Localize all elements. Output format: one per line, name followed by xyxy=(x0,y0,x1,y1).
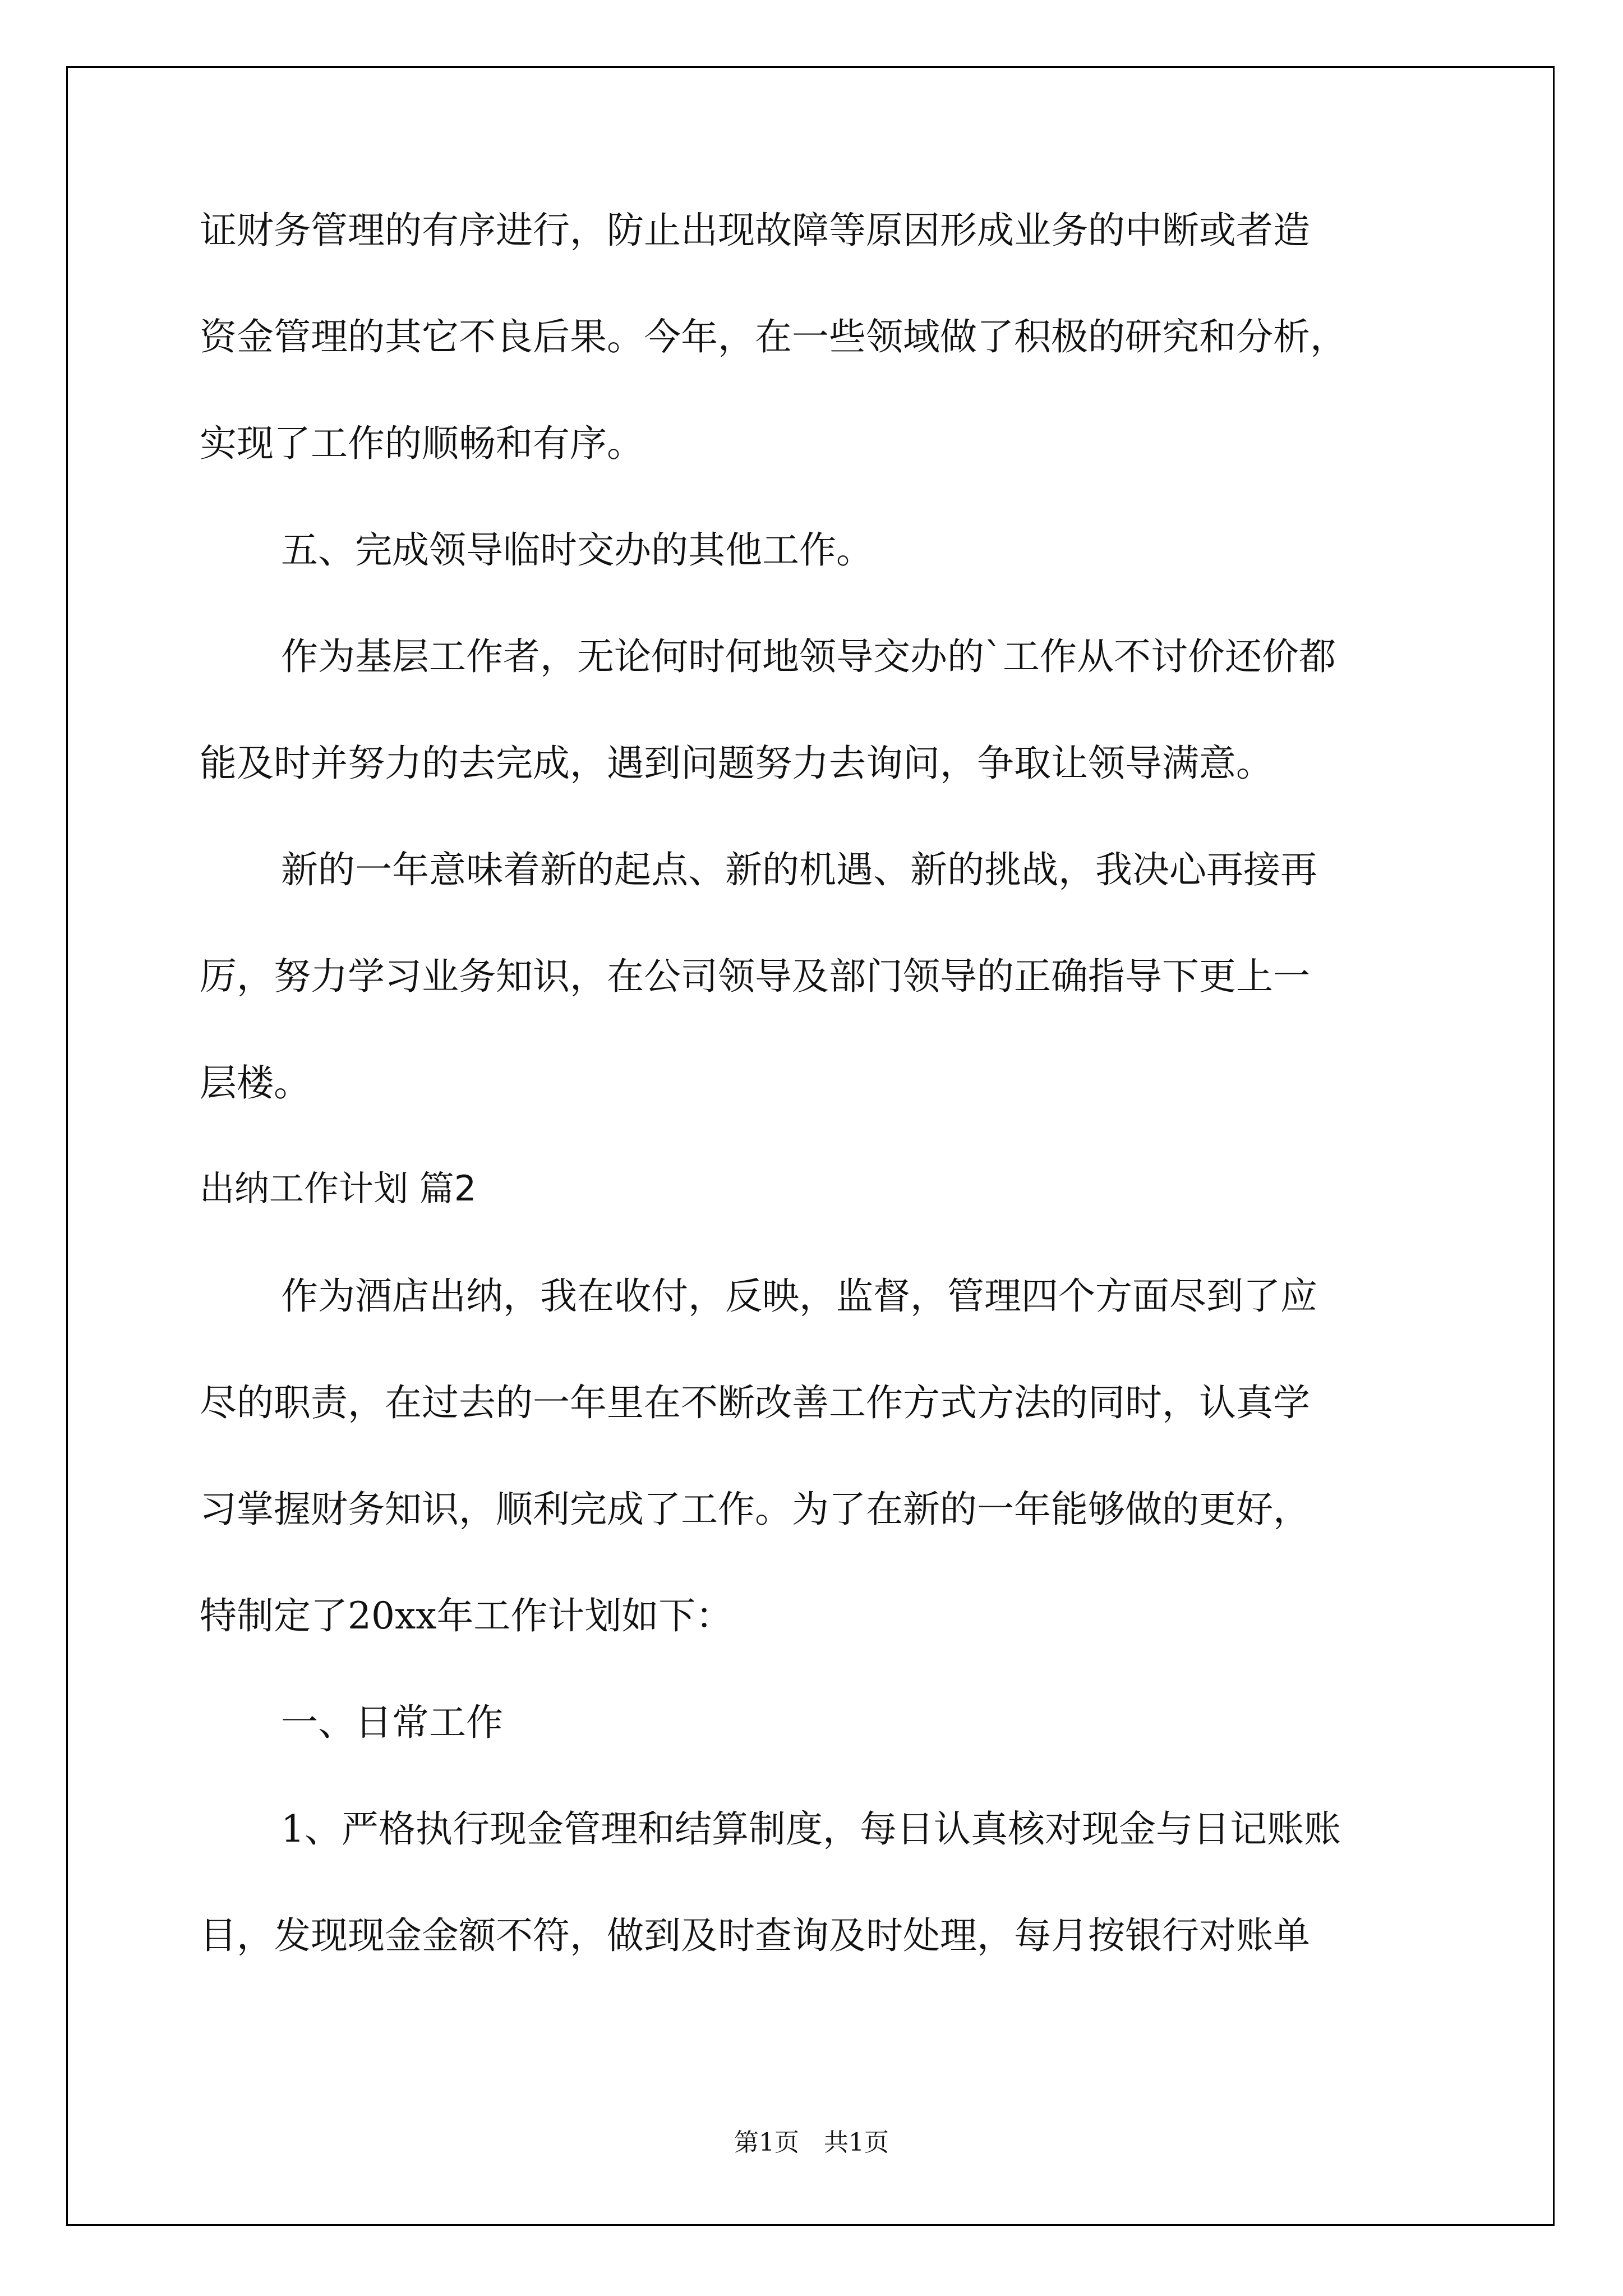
body-line: 证财务管理的有序进行，防止出现故障等原因形成业务的中断或者造 xyxy=(200,209,1310,252)
page-frame xyxy=(66,66,1555,2226)
page-footer: 第1页 共1页 xyxy=(734,2128,889,2157)
body-line: 厉，努力学习业务知识，在公司领导及部门领导的正确指导下更上一 xyxy=(200,955,1310,998)
body-line: 层楼。 xyxy=(200,1061,311,1105)
body-line: 特制定了20xx年工作计划如下： xyxy=(200,1594,733,1637)
body-line: 尽的职责，在过去的一年里在不断改善工作方式方法的同时，认真学 xyxy=(200,1381,1310,1424)
section-heading: 五、完成领导临时交办的其他工作。 xyxy=(281,528,873,572)
body-line: 资金管理的其它不良后果。今年，在一些领域做了积极的研究和分析， xyxy=(200,315,1347,358)
body-line: 目，发现现金金额不符，做到及时查询及时处理，每月按银行对账单 xyxy=(200,1914,1310,1957)
body-line: 能及时并努力的去完成，遇到问题努力去询问，争取让领导满意。 xyxy=(200,742,1273,785)
body-line: 作为基层工作者，无论何时何地领导交办的`工作从不讨价还价都 xyxy=(281,635,1336,678)
body-line: 新的一年意味着新的起点、新的机遇、新的挑战，我决心再接再 xyxy=(281,848,1317,891)
body-line: 作为酒店出纳，我在收付，反映，监督，管理四个方面尽到了应 xyxy=(281,1274,1317,1318)
body-line: 实现了工作的顺畅和有序。 xyxy=(200,422,644,465)
body-line: 习掌握财务知识，顺利完成了工作。为了在新的一年能够做的更好， xyxy=(200,1488,1310,1531)
article-title: 出纳工作计划 篇2 xyxy=(200,1168,477,1209)
body-line: 1、严格执行现金管理和结算制度，每日认真核对现金与日记账账 xyxy=(281,1807,1341,1851)
section-heading: 一、日常工作 xyxy=(281,1701,503,1744)
